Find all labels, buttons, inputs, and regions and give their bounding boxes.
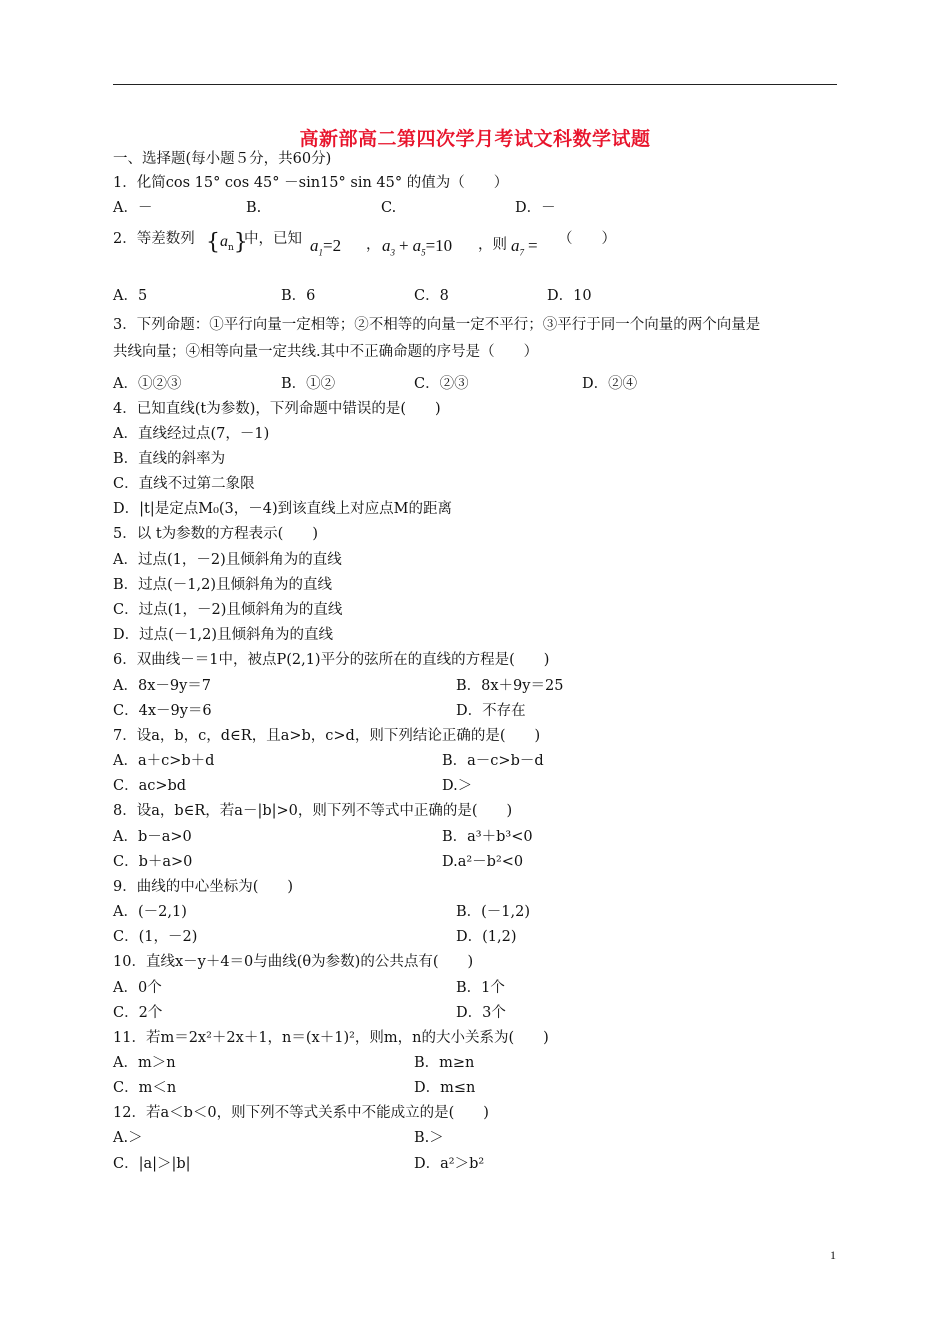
q4-option-c: C．直线不过第二象限 bbox=[113, 476, 255, 492]
q1-option-a: A．－ bbox=[113, 200, 153, 216]
q11-option-c: C．m＜n bbox=[113, 1080, 177, 1096]
q6-option-a: A．8x－9y＝7 bbox=[113, 678, 212, 694]
q12-option-a: A.＞ bbox=[113, 1130, 143, 1146]
q3-option-c: C．②③ bbox=[414, 376, 469, 392]
q10-option-a: A．0个 bbox=[113, 980, 162, 996]
q1-option-c: C. bbox=[381, 200, 397, 216]
q12-option-c: C．|a|＞|b| bbox=[113, 1156, 191, 1172]
q6-option-c: C．4x－9y＝6 bbox=[113, 703, 212, 719]
q5-option-d: D．过点(－1,2)且倾斜角为的直线 bbox=[113, 627, 333, 643]
q6-option-d: D．不存在 bbox=[456, 703, 526, 719]
q12-option-b: B.＞ bbox=[414, 1130, 444, 1146]
q11-option-b: B．m≥n bbox=[414, 1055, 475, 1071]
q1-option-d: D．－ bbox=[515, 200, 556, 216]
q2-stem-a: 2．等差数列 bbox=[113, 231, 195, 247]
q3-stem-line2: 共线向量；④相等向量一定共线.其中不正确命题的序号是（ ） bbox=[113, 344, 539, 360]
q2-option-a: A．5 bbox=[113, 288, 148, 304]
q2-target: $a_7$ = bbox=[511, 236, 538, 258]
section-heading: 一、选择题(每小题５分，共60分) bbox=[113, 151, 332, 167]
q9-option-c: C．(1，－2) bbox=[113, 929, 198, 945]
q10-option-d: D．3个 bbox=[456, 1005, 506, 1021]
q10-stem: 10．直线x－y＋4＝0与曲线(θ为参数)的公共点有( ) bbox=[113, 954, 474, 970]
q2-stem-c: ，则 bbox=[478, 237, 507, 253]
q3-option-a: A．①②③ bbox=[113, 376, 182, 392]
q2-condition-1: $a_1=2$ bbox=[310, 236, 342, 258]
q2-comma: ， bbox=[366, 237, 381, 253]
q6-option-b: B．8x＋9y＝25 bbox=[456, 678, 564, 694]
q2-stem-b: 中，已知 bbox=[244, 231, 302, 247]
q11-option-a: A．m＞n bbox=[113, 1055, 176, 1071]
q9-option-d: D．(1,2) bbox=[456, 929, 517, 945]
q7-option-a: A．a＋c>b＋d bbox=[113, 753, 215, 769]
q9-stem: 9．曲线的中心坐标为( ) bbox=[113, 879, 294, 895]
q12-stem: 12．若a＜b＜0，则下列不等式关系中不能成立的是( ) bbox=[113, 1105, 489, 1121]
q2-stem-d: （ ） bbox=[558, 231, 616, 247]
q2-sequence: $\{a_n\}$ bbox=[206, 230, 248, 255]
q5-option-c: C．过点(1，－2)且倾斜角为的直线 bbox=[113, 602, 343, 618]
q2-option-b: B．6 bbox=[281, 288, 316, 304]
q11-option-d: D．m≤n bbox=[414, 1080, 476, 1096]
header-rule bbox=[113, 84, 837, 85]
q8-option-d: D.a²－b²<0 bbox=[442, 854, 524, 870]
q10-option-b: B．1个 bbox=[456, 980, 505, 996]
q8-stem: 8．设a，b∈R，若a－|b|>0，则下列不等式中正确的是( ) bbox=[113, 803, 513, 819]
q8-option-b: B．a³＋b³<0 bbox=[442, 829, 533, 845]
q2-condition-2: $a_3 + a_5=10$ bbox=[382, 236, 453, 258]
q5-stem: 5．以 t为参数的方程表示( ) bbox=[113, 526, 318, 542]
q12-option-d: D．a²＞b² bbox=[414, 1156, 485, 1172]
q4-option-b: B．直线的斜率为 bbox=[113, 451, 226, 467]
q3-option-b: B．①② bbox=[281, 376, 336, 392]
q4-stem: 4．已知直线(t为参数)，下列命题中错误的是( ) bbox=[113, 401, 441, 417]
q10-option-c: C．2个 bbox=[113, 1005, 163, 1021]
q7-stem: 7．设a，b，c，d∈R，且a>b，c>d，则下列结论正确的是( ) bbox=[113, 728, 541, 744]
q11-stem: 11．若m＝2x²＋2x＋1，n＝(x＋1)²，则m，n的大小关系为( ) bbox=[113, 1030, 549, 1046]
q4-option-d: D．|t|是定点M₀(3，－4)到该直线上对应点M的距离 bbox=[113, 501, 452, 517]
q7-option-d: D.＞ bbox=[442, 778, 473, 794]
q8-option-c: C．b＋a>0 bbox=[113, 854, 193, 870]
q3-option-d: D．②④ bbox=[582, 376, 638, 392]
q3-stem-line1: 3．下列命题：①平行向量一定相等；②不相等的向量一定不平行；③平行于同一个向量的两个向量是 bbox=[113, 317, 761, 333]
page-title: 高新部高二第四次学月考试文科数学试题 bbox=[299, 128, 651, 150]
q1-stem: 1．化简cos 15° cos 45° －sin15° sin 45° 的值为（ ） bbox=[113, 175, 509, 191]
q9-option-b: B．(－1,2) bbox=[456, 904, 531, 920]
q4-option-a: A．直线经过点(7，－1) bbox=[113, 426, 270, 442]
q5-option-a: A．过点(1，－2)且倾斜角为的直线 bbox=[113, 552, 342, 568]
q6-stem: 6．双曲线－＝1中，被点P(2,1)平分的弦所在的直线的方程是( ) bbox=[113, 652, 550, 668]
q1-option-b: B. bbox=[246, 200, 262, 216]
q7-option-b: B．a－c>b－d bbox=[442, 753, 544, 769]
q2-option-d: D．10 bbox=[547, 288, 592, 304]
q2-option-c: C．8 bbox=[414, 288, 449, 304]
q5-option-b: B．过点(－1,2)且倾斜角为的直线 bbox=[113, 577, 333, 593]
page-number: 1 bbox=[830, 1248, 836, 1262]
q7-option-c: C．ac>bd bbox=[113, 778, 187, 794]
q9-option-a: A．(－2,1) bbox=[113, 904, 187, 920]
q8-option-a: A．b－a>0 bbox=[113, 829, 192, 845]
